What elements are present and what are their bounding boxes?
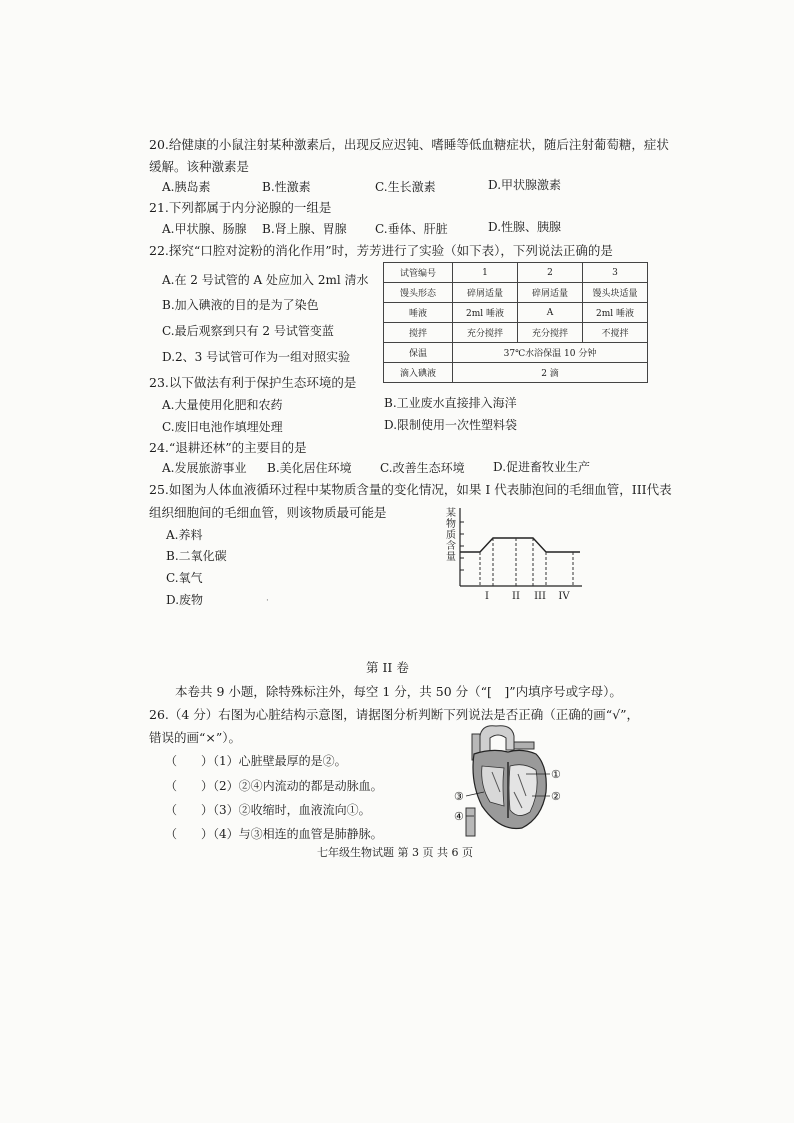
q20-option-c: C.生长激素 [375,180,436,194]
table-cell: A [518,303,583,323]
q26-item-4: （ ）（4）与③相连的血管是肺静脉。 [165,827,383,841]
section-intro: 本卷共 9 小题，除特殊标注外，每空 1 分，共 50 分（“[ ]”内填序号或字母）。 [175,684,622,699]
q20-option-d: D.甲状腺激素 [488,178,562,192]
q25-option-d: D.废物 [166,593,204,607]
table-cell: 保温 [384,343,453,363]
table-cell: 试管编号 [384,263,453,283]
q22-option-b: B.加入碘液的目的是为了染色 [162,298,319,312]
table-cell: 2 [518,263,583,283]
scan-dot: · [266,596,269,606]
table-cell: 2 滴 [453,363,648,383]
q22-stem: 22.探究“口腔对淀粉的消化作用”时，芳芳进行了实验（如下表），下列说法正确的是 [149,243,613,258]
table-cell: 37℃水浴保温 10 分钟 [453,343,648,363]
graph-ylabel-char: 质 [446,530,456,541]
heart-label-4: ④ [454,810,464,823]
q24-stem: 24.“退耕还林”的主要目的是 [149,440,307,455]
q21-stem: 21.下列都属于内分泌腺的一组是 [149,200,332,215]
table-cell: 滴入碘液 [384,363,453,383]
table-cell: 充分搅拌 [518,323,583,343]
q22-experiment-table [383,262,648,383]
q24-option-b: B.美化居住环境 [267,461,352,475]
table-cell: 不搅拌 [583,323,648,343]
graph-x-label: II [512,591,520,602]
q23-option-b: B.工业废水直接排入海洋 [384,396,517,410]
heart-label-3: ③ [454,790,464,803]
q22-option-a: A.在 2 号试管的 A 处应加入 2ml 清水 [162,273,369,287]
graph-ylabel-char: 量 [446,552,456,563]
q22-option-d: D.2、3 号试管可作为一组对照实验 [162,350,351,364]
table-cell: 2ml 唾液 [583,303,648,323]
table-cell: 碎屑适量 [518,283,583,303]
table-cell: 3 [583,263,648,283]
graph-ylabel-char: 物 [446,519,456,530]
table-cell: 碎屑适量 [453,283,518,303]
table-cell: 充分搅拌 [453,323,518,343]
q21-option-b: B.肾上腺、胃腺 [262,222,347,236]
graph-curve [460,538,580,552]
heart-label-1: ① [551,768,561,781]
table-row [384,323,648,343]
q23-option-a: A.大量使用化肥和农药 [162,398,283,412]
q24-option-d: D.促进畜牧业生产 [493,460,591,474]
q26-heart-diagram [452,722,574,840]
q20-stem-line1: 20.给健康的小鼠注射某种激素后，出现反应迟钝、嗜睡等低血糖症状，随后注射葡萄糖，症状 [149,137,669,152]
aorta-shape [480,726,514,752]
q23-stem: 23.以下做法有利于保护生态环境的是 [149,375,357,390]
table-row [384,343,648,363]
q23-option-c: C.废旧电池作填埋处理 [162,420,283,434]
table-row [384,363,648,383]
graph-x-label: III [534,591,546,602]
table-row [384,303,648,323]
q25-option-a: A.养料 [166,528,203,542]
q22-option-c: C.最后观察到只有 2 号试管变蓝 [162,324,334,338]
q21-option-d: D.性腺、胰腺 [488,220,562,234]
q20-option-b: B.性激素 [262,180,311,194]
table-cell: 1 [453,263,518,283]
page-footer: 七年级生物试题 第 3 页 共 6 页 [317,846,473,859]
inferior-vessel-shape [466,808,475,836]
heart-label-2: ② [551,790,561,803]
pulmonary-vessel-shape [514,742,534,749]
q25-content-graph [430,502,600,612]
graph-ylabel-char: 某 [446,508,456,519]
q25-option-c: C.氧气 [166,571,203,585]
q21-option-c: C.垂体、肝脏 [375,222,448,236]
section-title: 第 II 卷 [366,660,409,675]
q26-item-1: （ ）（1）心脏壁最厚的是②。 [165,754,347,768]
graph-x-label: I [485,591,489,602]
q26-item-3: （ ）（3）②收缩时，血液流向①。 [165,803,371,817]
graph-x-label: IV [558,591,570,602]
q20-option-a: A.胰岛素 [162,180,211,194]
table-cell: 2ml 唾液 [453,303,518,323]
table-row [384,263,648,283]
table-cell: 唾液 [384,303,453,323]
q26-stem-line1: 26.（4 分）右图为心脏结构示意图，请据图分析判断下列说法是否正确（正确的画“√”， [149,707,640,722]
q24-option-a: A.发展旅游事业 [162,461,247,475]
q24-option-c: C.改善生态环境 [380,461,465,475]
q25-stem-line2: 组织细胞间的毛细血管，则该物质最可能是 [149,505,387,520]
table-cell: 搅拌 [384,323,453,343]
table-cell: 馒头块适量 [583,283,648,303]
table-cell: 馒头形态 [384,283,453,303]
q25-stem-line1: 25.如图为人体血液循环过程中某物质含量的变化情况，如果 I 代表肺泡间的毛细血管，III代表 [149,482,672,497]
q26-stem-line2: 错误的画“×”）。 [149,730,242,745]
q21-option-a: A.甲状腺、肠腺 [162,222,247,236]
table-row [384,283,648,303]
q23-option-d: D.限制使用一次性塑料袋 [384,418,518,432]
q25-option-b: B.二氧化碳 [166,549,227,563]
graph-ylabel-char: 含 [446,541,456,552]
q20-stem-line2: 缓解。该种激素是 [149,159,250,174]
q26-item-2: （ ）（2）②④内流动的都是动脉血。 [165,779,383,793]
